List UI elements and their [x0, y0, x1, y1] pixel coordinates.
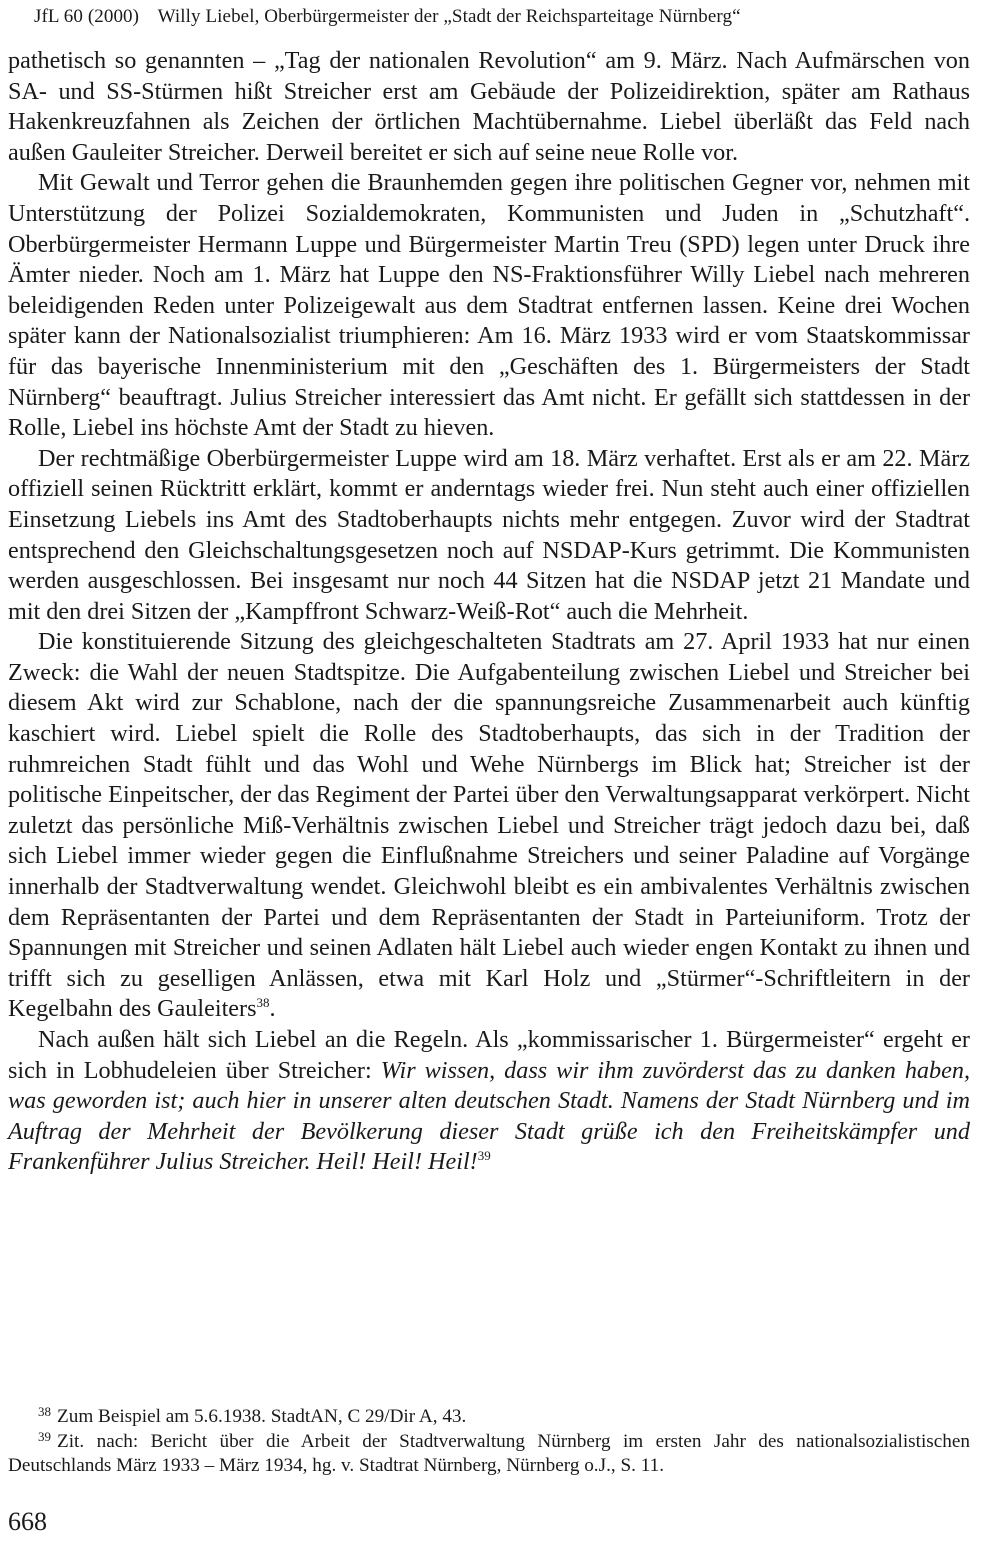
footnote-text: Zit. nach: Bericht über die Arbeit der Stadtverwaltung Nürnberg im ersten Jahr des nationalsozialistischen Deutschlands März 1933 – März 1934, hg. v. Stadtrat Nürnberg, Nürnberg o.J., S. 11. [8, 1430, 970, 1476]
streicher-quote: Wir wissen, dass wir ihm zuvörderst das zu danken haben, was geworden ist; auch hier in unserer alten deutschen Stadt. Namens der Stadt Nürnberg und im Auftrag der Mehrheit der Bevölkerung dieser Stadt grüße ich den Freiheitskämpfer und Frankenführer Julius Streicher. Heil! Heil! Heil! [8, 1056, 970, 1176]
footnote-38 [8, 1405, 970, 1430]
paragraph-3: Der rechtmäßige Oberbürgermeister Luppe wird am 18. März verhaftet. Erst als er am 22. März offiziell seinen Rücktritt erklärt, kommt er anderntags wieder frei. Nun steht auch einer offiziellen Einsetzung Liebels ins Amt des Stadtoberhaupts nichts mehr entgegen. Zuvor wird der Stadtrat entsprechend den Gleichschaltungsgesetzen noch auf NSDAP-Kurs getrimmt. Die Kommunisten werden ausgeschlossen. Bei insgesamt nur noch 44 Sitzen hat die NSDAP jetzt 21 Mandate und mit den drei Sitzen der „Kampffront Schwarz-Weiß-Rot“ auch die Mehrheit. [8, 444, 970, 625]
body-text [8, 46, 970, 1178]
paragraph-2: Mit Gewalt und Terror gehen die Braunhemden gegen ihre politischen Gegner vor, nehmen mit Unterstützung der Polizei Sozialdemokraten, Kommunisten und Juden in „Schutzhaft“. Oberbürgermeister Hermann Luppe und Bürgermeister Martin Treu (SPD) legen unter Druck ihre Ämter nieder. Noch am 1. März hat Luppe den NS-Fraktionsführer Willy Liebel nach mehreren beleidigenden Reden unter Polizeigewalt aus dem Stadtrat entfernen lassen. Keine drei Wochen später kann der Nationalsozialist triumphieren: Am 16. März 1933 wird er vom Staatskommissar für das bayerische Innenministerium mit den „Geschäften des 1. Bürgermeisters der Stadt Nürnberg“ beauftragt. Julius Streicher interessiert das Amt nicht. Er gefällt sich stattdessen in der Rolle, Liebel ins höchste Amt der Stadt zu hieven. [8, 169, 970, 442]
article-title: Willy Liebel, Oberbürgermeister der „Stadt der Reichsparteitage Nürnberg“ [157, 6, 741, 27]
footnotes [8, 1405, 970, 1479]
footnote-number: 38 [38, 1404, 51, 1419]
paragraph-4 [8, 627, 970, 1025]
footnote-ref-39[interactable]: 39 [477, 1148, 491, 1164]
paragraph-5-text: Nach außen hält sich Liebel an die Regeln. Als „kommissarischer 1. Bürgermeister“ ergeht er sich in Lobhudeleien über Streicher: [8, 1026, 970, 1084]
paragraph-5 [8, 1025, 970, 1178]
journal-citation: JfL 60 (2000) [34, 6, 140, 27]
footnote-text: Zum Beispiel am 5.6.1938. StadtAN, C 29/Dir A, 43. [57, 1406, 467, 1427]
footnote-number: 39 [38, 1428, 51, 1444]
paragraph-4-text: Die konstituierende Sitzung des gleichgeschalteten Stadtrats am 27. April 1933 hat nur einen Zweck: die Wahl der neuen Stadtspitze. Die Aufgabenteilung zwischen Liebel und Streicher bei diesem Akt wird zur Schablone, nach der die spannungsreiche Zusammenarbeit auch künftig kaschiert wird. Liebel spielt die Rolle des Stadtoberhaupts, das sich in der Tradition der ruhmreichen Stadt fühlt und das Wohl und Wehe Nürnbergs im Blick hat; Streicher ist der politische Einpeitscher, der das Regiment der Partei über den Verwaltungsapparat verkörpert. Nicht zuletzt das persönliche Miß-Verhältnis zwischen Liebel und Streicher trägt jedoch dazu bei, daß sich Liebel immer wieder gegen die Einflußnahme Streichers und seiner Paladine auf Vorgänge innerhalb der Stadtverwaltung wendet. Gleichwohl bleibt es ein ambivalentes Verhältnis zwischen dem Repräsentanten der Partei und dem Repräsentanten der Stadt in Parteiuniform. Trotz der Spannungen mit Streicher und seinen Adlaten hält Liebel auch wieder engen Kontakt zu ihnen und trifft sich zu geselligen Anlässen, etwa mit Karl Holz und „Stürmer“-Schriftleitern in der Kegelbahn des Gauleiters [8, 628, 970, 1023]
page-number: 668 [8, 1507, 47, 1536]
paragraph-1: pathetisch so genannten – „Tag der nationalen Revolution“ am 9. März. Nach Aufmärschen von SA- und SS-Stürmen hißt Streicher erst am Gebäude der Polizeidirektion, später am Rathaus Hakenkreuzfahnen als Zeichen der örtlichen Machtübernahme. Liebel überläßt das Feld nach außen Gauleiter Streicher. Derweil bereitet er sich auf seine neue Rolle vor. [8, 47, 970, 166]
paragraph-4-tail: . [269, 995, 276, 1023]
footnote-ref-38[interactable]: 38 [256, 995, 270, 1011]
footnote-39 [8, 1430, 970, 1479]
running-header [34, 4, 741, 30]
